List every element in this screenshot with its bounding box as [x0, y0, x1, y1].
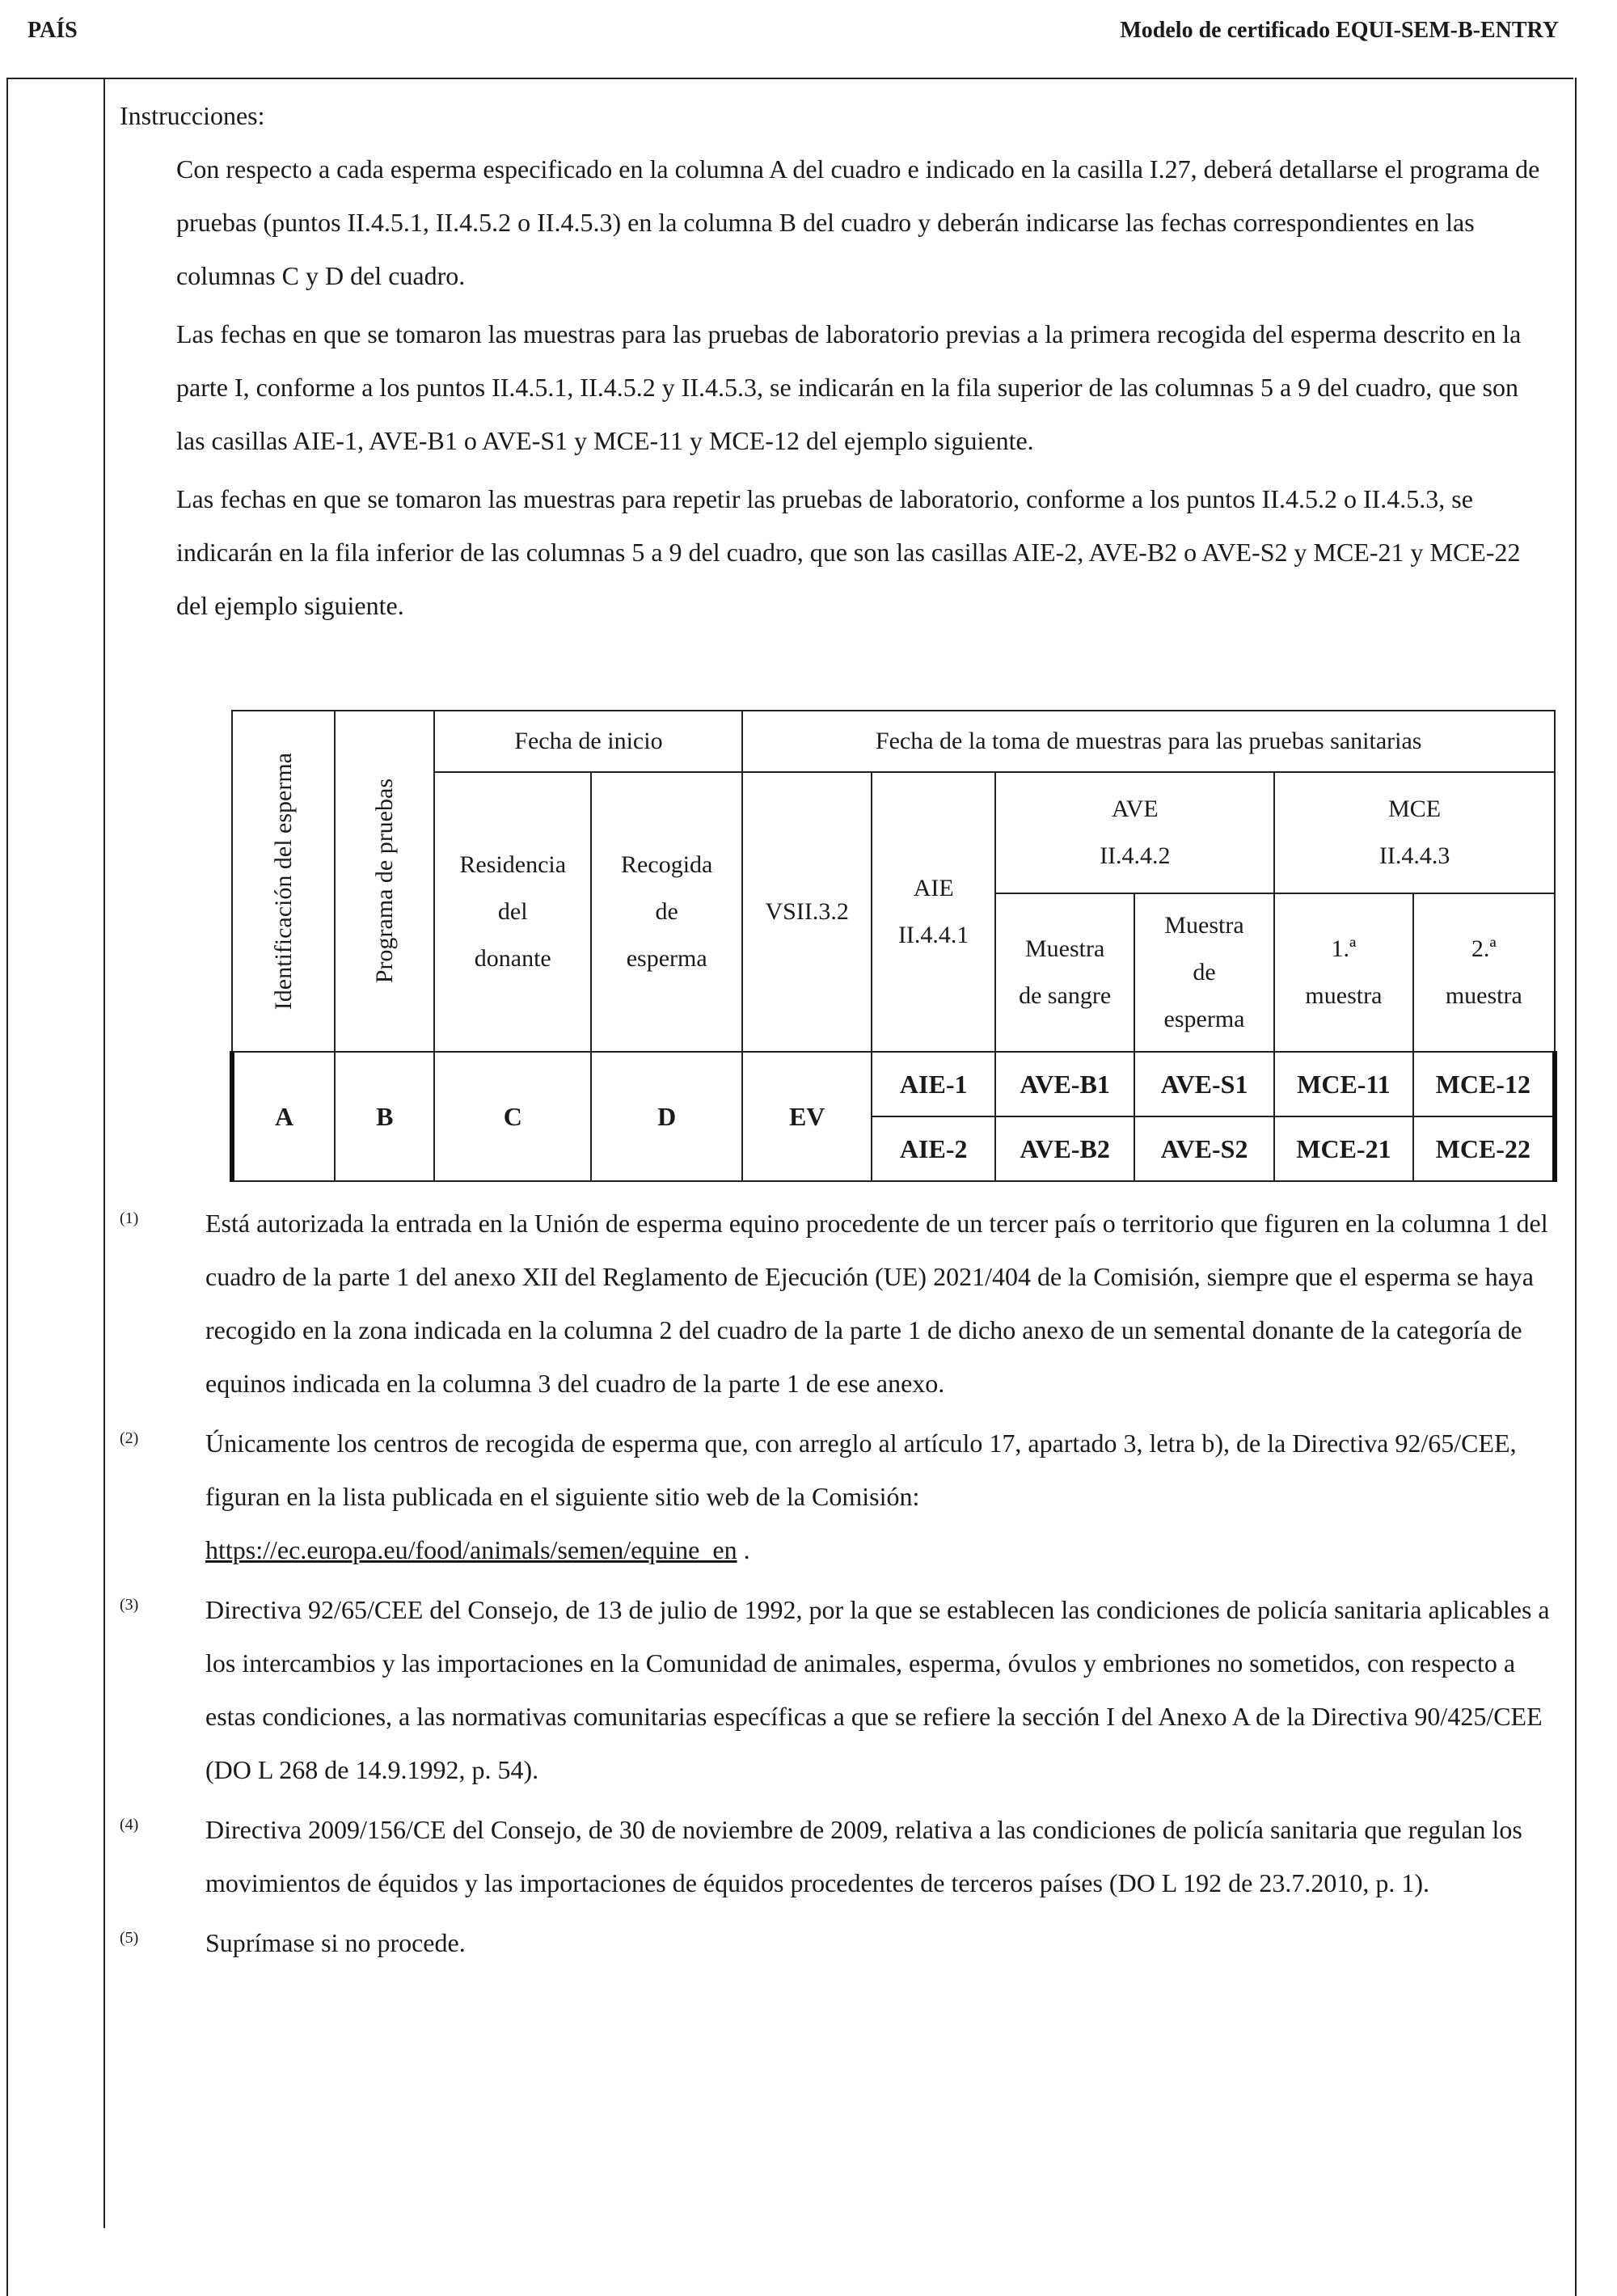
- cell-d: D: [591, 1052, 742, 1181]
- footnote-number: (5): [120, 1929, 139, 1947]
- semen-sample-header: Muestra de esperma: [1134, 893, 1274, 1052]
- aie-header: AIE II.4.4.1: [872, 772, 995, 1052]
- second-sample-header: 2.ª muestra: [1413, 893, 1555, 1052]
- instructions-paragraph: Las fechas en que se tomaron las muestras para las pruebas de laboratorio previas a la primera recogida del esperma descrito en la parte I, conforme a los puntos II.4.5.1, II.4.5.2 y II.4.5.3, se indicarán en la fila superior de las columnas 5 a 9 del cuadro, que son las casillas AIE-1, AVE-B1 o AVE-S1 y MCE-11 y MCE-12 del ejemplo siguiente.: [176, 319, 1522, 455]
- commission-website-link[interactable]: https://ec.europa.eu/food/animals/semen/equine_en: [205, 1535, 737, 1564]
- footnote: [120, 1916, 1567, 1969]
- cell-a: A: [232, 1052, 335, 1181]
- cell-b: B: [335, 1052, 434, 1181]
- footnote-number: (1): [120, 1209, 139, 1227]
- footnote: [120, 1416, 1567, 1576]
- cell-mce-22: MCE-22: [1413, 1116, 1555, 1181]
- margin-rule: [103, 78, 105, 2228]
- cell-mce-21: MCE-21: [1274, 1116, 1412, 1181]
- certificate-model-header: Modelo de certificado EQUI-SEM-B-ENTRY: [1120, 18, 1559, 43]
- footnote-text: Directiva 92/65/CEE del Consejo, de 13 de julio de 1992, por la que se establecen las condiciones de policía sanitaria aplicables a los intercambios y las importaciones en la Comunidad de animales, esperma, óvulos y embriones no sometidos, con respecto a estas condiciones, a las normativas comunitarias específicas a que se refiere la sección I del Anexo A de la Directiva 90/425/CEE (DO L 268 de 14.9.1992, p. 54).: [205, 1595, 1550, 1784]
- footnote-number: (3): [120, 1596, 139, 1614]
- first-sample-header: 1.ª muestra: [1274, 893, 1412, 1052]
- footnote: [120, 1803, 1567, 1910]
- instructions-paragraph: Las fechas en que se tomaron las muestras para repetir las pruebas de laboratorio, conforme a los puntos II.4.5.2 o II.4.5.3, se indicarán en la fila inferior de las columnas 5 a 9 del cuadro, que son las casillas AIE-2, AVE-B2 o AVE-S2 y MCE-21 y MCE-22 del ejemplo siguiente.: [176, 484, 1521, 620]
- footnote-text: Directiva 2009/156/CE del Consejo, de 30 de noviembre de 2009, relativa a las condiciones de policía sanitaria que regulan los movimientos de équidos y las importaciones de équidos procedentes de terceros países (DO L 192 de 23.7.2010, p. 1).: [205, 1815, 1522, 1897]
- cell-aie-2: AIE-2: [872, 1116, 995, 1181]
- instructions-section: [120, 89, 1567, 632]
- footnote-number: (4): [120, 1816, 139, 1834]
- cell-ave-s2: AVE-S2: [1134, 1116, 1274, 1181]
- footnote-text: Únicamente los centros de recogida de esperma que, con arreglo al artículo 17, apartado 3, letra b), de la Directiva 92/65/CEE, figuran en la lista publicada en el siguiente sitio web de la Comisión:: [205, 1429, 1517, 1511]
- top-rule: [6, 78, 1573, 79]
- instructions-paragraph: Con respecto a cada esperma especificado en la columna A del cuadro e indicado en la casilla I.27, deberá detallarse el programa de pruebas (puntos II.4.5.1, II.4.5.2 o II.4.5.3) en la columna B del cuadro y deberán indicarse las fechas correspondientes en las columnas C y D del cuadro.: [176, 154, 1540, 290]
- footnotes: [120, 1197, 1567, 1976]
- cell-ave-s1: AVE-S1: [1134, 1052, 1274, 1116]
- cell-ave-b1: AVE-B1: [995, 1052, 1134, 1116]
- footnote: [120, 1583, 1567, 1796]
- sampling-date-header: Fecha de la toma de muestras para las pruebas sanitarias: [742, 711, 1555, 772]
- cell-ave-b2: AVE-B2: [995, 1116, 1134, 1181]
- cell-aie-1: AIE-1: [872, 1052, 995, 1116]
- footnote-text: Está autorizada la entrada en la Unión de esperma equino procedente de un tercer país o territorio que figuren en la columna 1 del cuadro de la parte 1 del anexo XII del Reglamento de Ejecución (UE) 2021/404 de la Comisión, siempre que el esperma se haya recogido en la zona indicada en la columna 2 del cuadro de la parte 1 de dicho anexo de un semental donante de la categoría de equinos indicada en la columna 3 del cuadro de la parte 1 de ese anexo.: [205, 1209, 1548, 1398]
- footnote-text: Suprímase si no procede.: [205, 1928, 466, 1957]
- footnote-text-end: .: [737, 1535, 750, 1564]
- right-border: [1575, 78, 1577, 2296]
- footnote-number: (2): [120, 1429, 139, 1447]
- mce-header: MCE II.4.4.3: [1274, 772, 1555, 893]
- sampling-table: [230, 710, 1557, 1182]
- col-sperm-id-header: Identificación del esperma: [232, 711, 335, 1052]
- left-border: [6, 78, 8, 2296]
- ave-header: AVE II.4.4.2: [995, 772, 1274, 893]
- cell-ev: EV: [742, 1052, 872, 1181]
- col-test-program-header: Programa de pruebas: [335, 711, 434, 1052]
- cell-c: C: [434, 1052, 591, 1181]
- collection-header: Recogida de esperma: [591, 772, 742, 1052]
- country-header: PAÍS: [27, 18, 78, 43]
- cell-mce-11: MCE-11: [1274, 1052, 1412, 1116]
- cell-mce-12: MCE-12: [1413, 1052, 1555, 1116]
- vsii-header: VSII.3.2: [742, 772, 872, 1052]
- start-date-header: Fecha de inicio: [434, 711, 742, 772]
- instructions-title: Instrucciones:: [120, 101, 265, 130]
- residence-header: Residencia del donante: [434, 772, 591, 1052]
- blood-sample-header: Muestra de sangre: [995, 893, 1134, 1052]
- footnote: [120, 1197, 1567, 1410]
